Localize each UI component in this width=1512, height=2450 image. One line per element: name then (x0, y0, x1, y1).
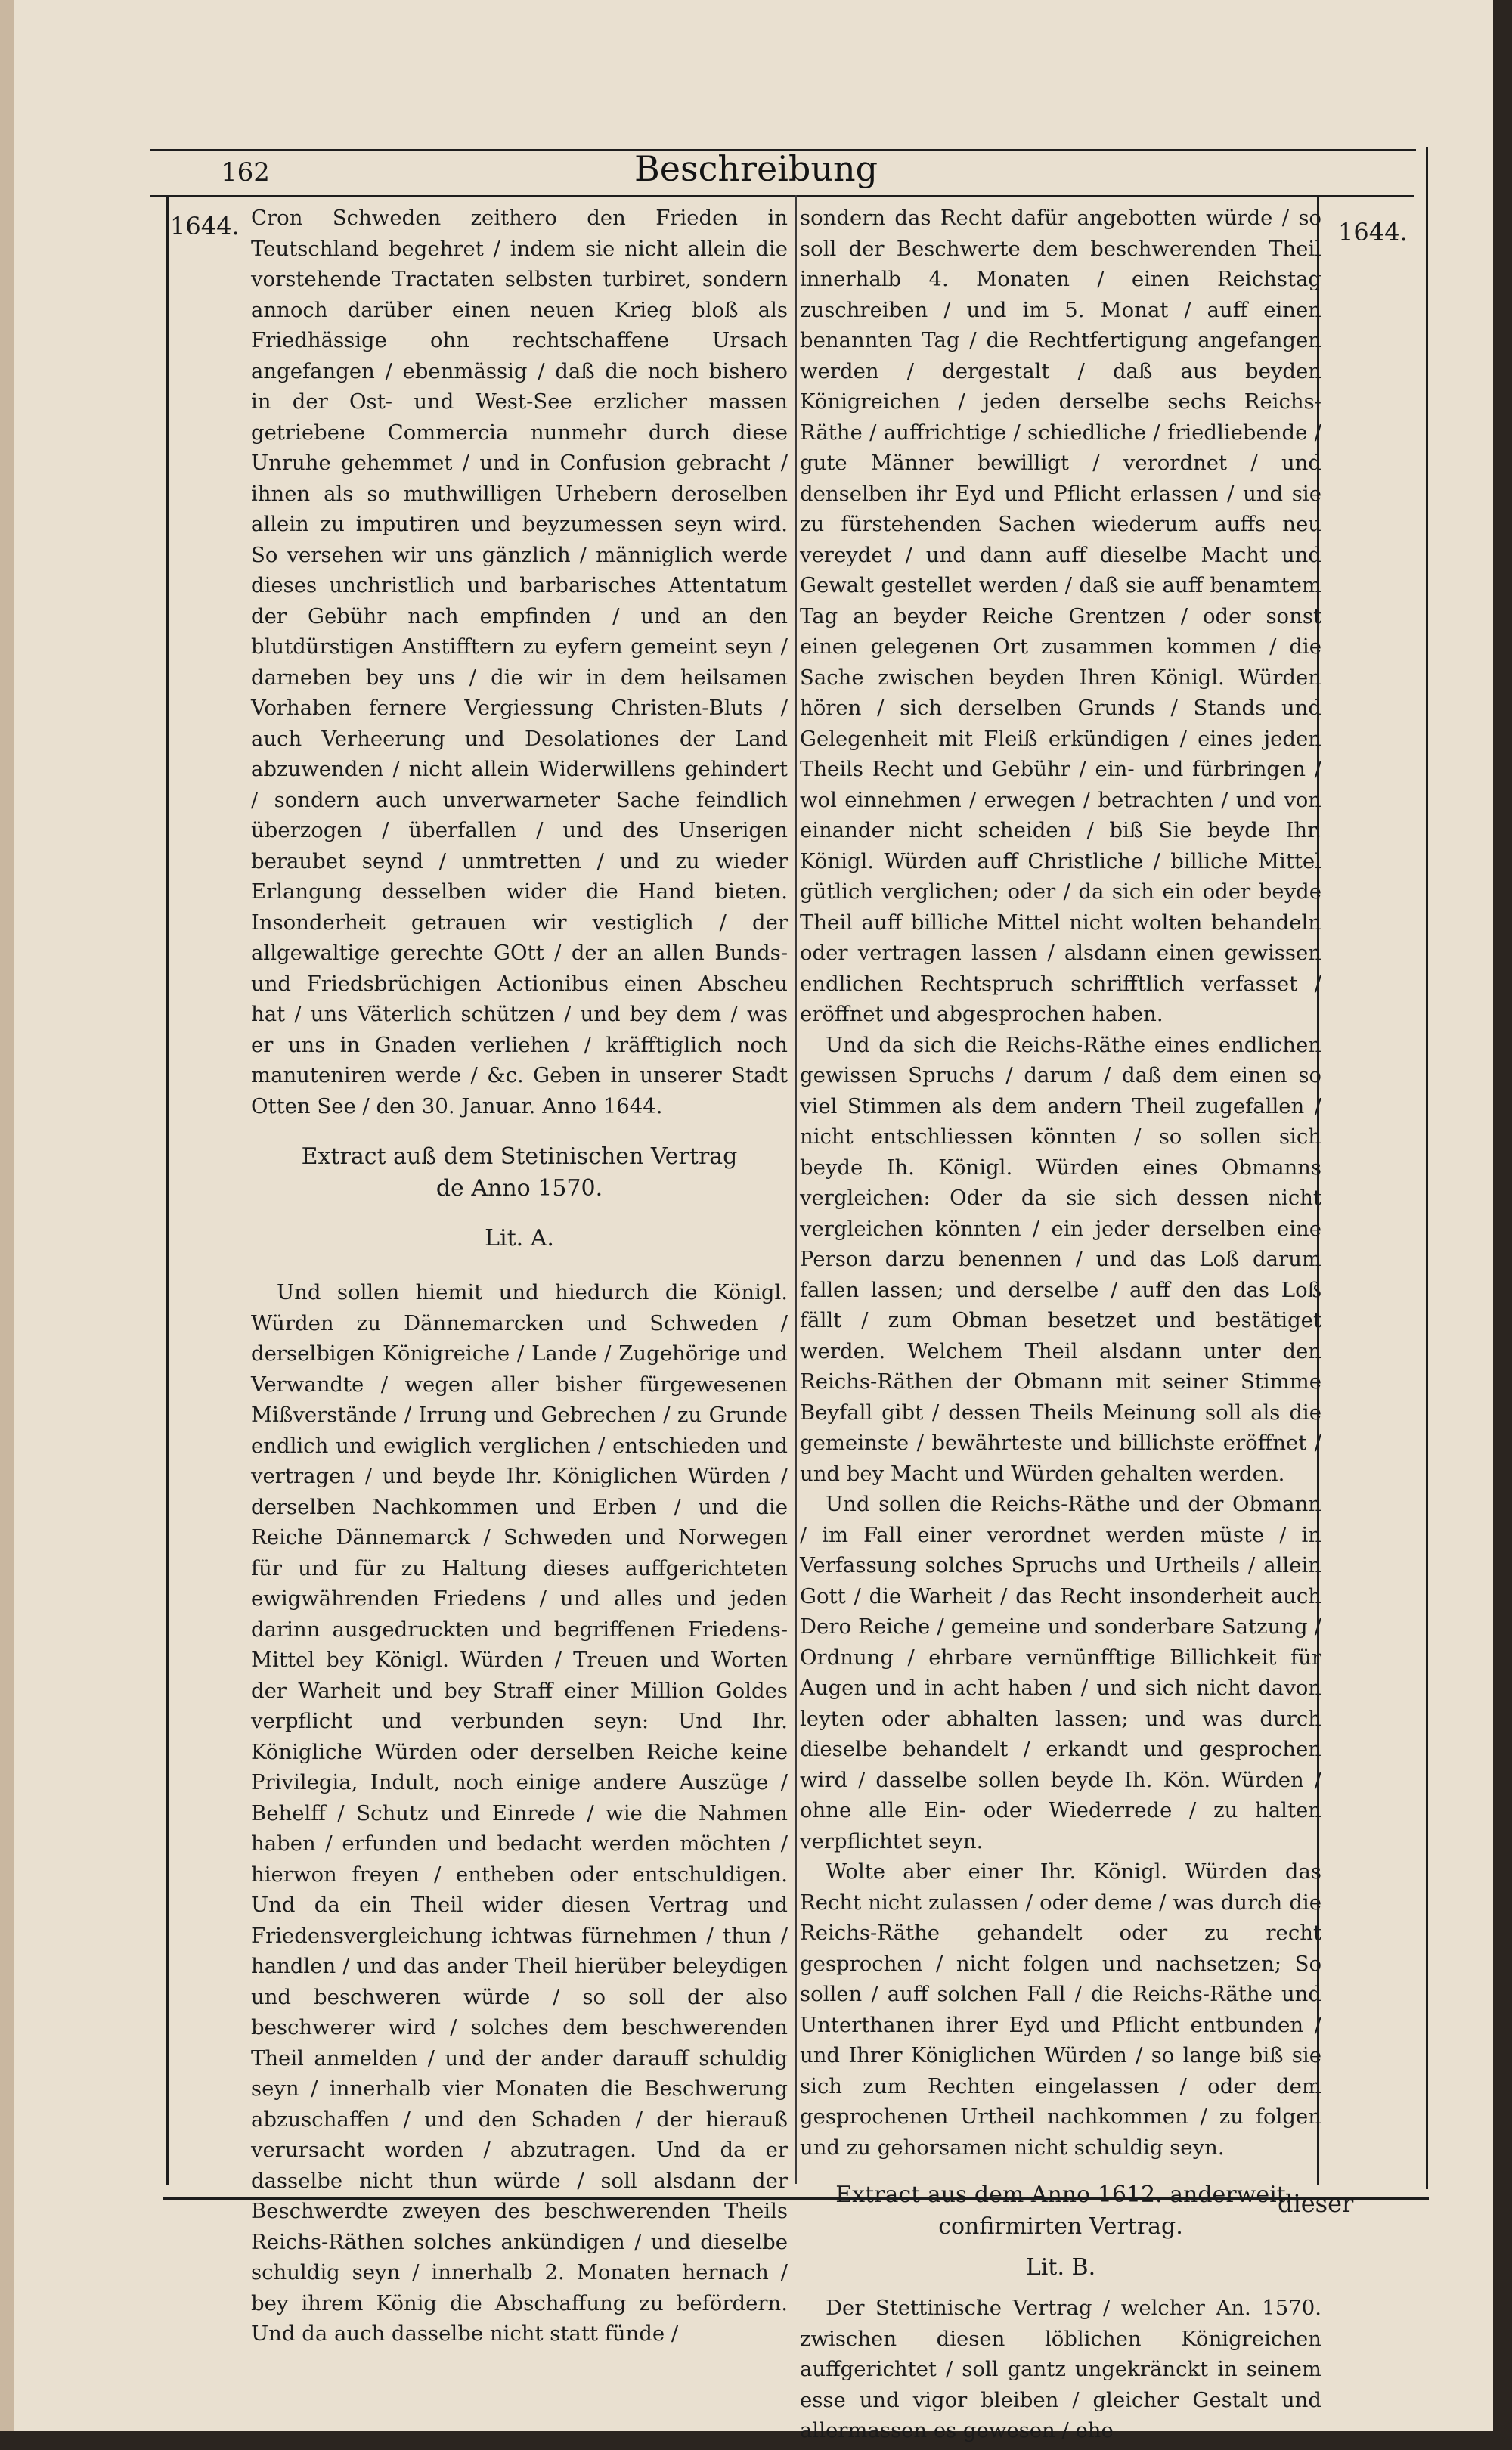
margin-year-right: 1644. (1338, 218, 1408, 247)
page-number: 162 (221, 157, 270, 188)
extract-heading-a-line1: Extract auß dem Stetinischen Vertrag (301, 1143, 738, 1170)
left-paragraph-2: Und sollen hiemit und hiedurch die Königl. Würden zu Dännemarcken und Schweden / derselbigen Königreiche / Lande / Zugehörige und Verwandte / wegen aller bisher fürgewesenen Mißverstände / Irrung und Gebrechen / zu Grunde endlich und ewiglich verglichen / entschieden und vertragen / und beyde Ihr. Königlichen Würden / derselben Nachkommen und Erben / und die Reiche Dännemarck / Schweden und Norwegen für und für zu Haltung dieses auffgerichteten ewigwährenden Friedens / und alles und jeden darinn ausgedruckten und begriffenen Friedens-Mittel bey Königl. Würden / Treuen und Worten der Warheit und bey Straff einer Million Goldes verpflicht und verbunden seyn: Und Ihr. Königliche Würden oder derselben Reiche keine Privilegia, Indult, noch einige andere Auszüge / Behelff / Schutz und Einrede / wie die Nahmen haben / erfunden und bedacht werden möchten / hierwon freyen / entheben oder entschuldigen. Und da ein Theil wider diesen Vertrag und Friedensvergleichung ichtwas fürnehmen / thun / handlen / und das ander Theil hierüber beleydigen und beschweren würde / so soll der also beschwerer wird / solches dem beschwerenden Theil anmelden / und der ander darauff schuldig seyn / innerhalb vier Monaten die Beschwerung abzuschaffen / und den Schaden / der hierauß verursacht worden / abzutragen. Und da er dasselbe nicht thun würde / soll alsdann der Beschwerdte zweyen des beschwerenden Theils Reichs-Räthen solches ankündigen / und dieselbe schuldig seyn / innerhalb 2. Monaten hernach / bey ihrem König die Abschaffung zu befördern. Und da auch dasselbe nicht statt fünde / (251, 1280, 788, 2346)
right-paragraph-1: sondern das Recht dafür angebotten würde / so soll der Beschwerte dem beschwerenden Theil innerhalb 4. Monaten / einen Reichstag zuschreiben / und im 5. Monat / auff einen benannten Tag / die Rechtfertigung angefangen werden / dergestalt / daß aus beyden Königreichen / jeden derselbe sechs Reichs-Räthe / auffrichtige / schiedliche / friedliebende / gute Männer bewilligt / verordnet / und denselben ihr Eyd und Pflicht erlassen / und sie zu fürstehenden Sachen wiederum auffs neu vereydet / und dann auff dieselbe Macht und Gewalt gestellet werden / daß sie auff benamtem Tag an beyder Reiche Grentzen / oder sonst einen gelegenen Ort zusammen kommen / die Sache zwischen beyden Ihren Königl. Würden hören / sich derselben Grunds / Stands und Gelegenheit mit Fleiß erkündigen / eines jeden Theils Recht und Gebühr / ein- und fürbringen / wol einnehmen / erwegen / betrachten / und von einander nicht scheiden / biß Sie beyde Ihr. Königl. Würden auff Christliche / billiche Mittel gütlich verglichen; oder / da sich ein oder beyde Theil auff billiche Mittel nicht wolten behandeln oder vertragen lassen / alsdann einen gewissen endlichen Rechtspruch schrifftlich verfasset / eröffnet und abgesprochen haben. (800, 206, 1321, 1026)
left-paragraph-1: Cron Schweden zeithero den Frieden in Teutschland begehret / indem sie nicht allein die vorstehende Tractaten selbsten turbiret, sondern annoch darüber einen neuen Krieg bloß als Friedhässige ohn rechtschaffene Ursach angefangen / ebenmässig / daß die noch bishero in der Ost- und West-See erzlicher massen getriebene Commercia nunmehr durch diese Unruhe gehemmet / und in Confusion gebracht / ihnen als so muthwilligen Urhebern deroselben allein zu imputiren und beyzumessen seyn wird. So versehen wir uns gänzlich / männiglich werde dieses unchristlich und barbarisches Attentatum der Gebühr nach empfinden / und an den blutdürstigen Anstifftern zu eyfern gemeint seyn / darneben bey uns / die wir in dem heilsamen Vorhaben fernere Vergiessung Christen-Bluts / auch Verheerung und Desolationes der Land abzuwenden / nicht allein Widerwillens gehindert / sondern auch unverwarneter Sache feindlich überzogen / überfallen / und des Unserigen beraubet seynd / unmtretten / und zu wieder Erlangung desselben wider die Hand bieten. Insonderheit getrauen wir vestiglich / der allgewaltige gerechte GOtt / der an allen Bunds- und Friedsbrüchigen Actionibus einen Abscheu hat / uns Väterlich schützen / und bey dem / was er uns in Gnaden verliehen / kräfftiglich noch manuteniren werde / &c. Geben in unserer Stadt Otten See / den 30. Januar. Anno 1644. (251, 206, 788, 1118)
running-title: Beschreibung (634, 148, 878, 189)
binding-gutter (0, 0, 14, 2431)
lit-a-label: Lit. A. (485, 1225, 554, 1251)
right-paragraph-4: Wolte aber einer Ihr. Königl. Würden das Recht nicht zulassen / oder deme / was durch die Reichs-Räthe gehandelt oder zu recht gesprochen / nicht folgen und nachsetzen; So sollen / auff solchen Fall / die Reichs-Räthe und Unterthanen ihrer Eyd und Pflicht entbunden / und Ihrer Königlichen Würden / so lange biß sie sich zum Rechten eingelassen / oder dem gesprochenen Urtheil nachkommen / zu folgen und zu gehorsamen nicht schuldig seyn. (800, 1859, 1321, 2160)
column-divider (795, 195, 797, 2184)
extract-heading-b: Extract aus dem Anno 1612. anderweit confirmirten Vertrag. (835, 2182, 1286, 2240)
outer-frame-rule (1426, 147, 1428, 2189)
margin-year-left: 1644. (170, 212, 240, 240)
catchword: dieser (1278, 2189, 1354, 2218)
left-column (251, 203, 788, 2346)
left-frame-rule (166, 195, 169, 2185)
right-paragraph-5: Der Stettinische Vertrag / welcher An. 1570. zwischen diesen löblichen Königreichen auffgerichtet / soll gantz ungekränckt in seinem esse und vigor bleiben / gleicher Gestalt und allermassen es gewesen / ehe (800, 2296, 1321, 2442)
extract-heading-a-line2: de Anno 1570. (435, 1175, 603, 1202)
right-paragraph-3: Und sollen die Reichs-Räthe und der Obmann / im Fall einer verordnet werden müste / in Verfassung solches Spruchs und Urtheils / allein Gott / die Warheit / das Recht insonderheit auch Dero Reiche / gemeine und sonderbare Satzung / Ordnung / ehrbare vernünfftige Billichkeit für Augen und in acht haben / und sich nicht davon leyten oder abhalten lassen; und was durch dieselbe behandelt / erkandt und gesprochen wird / dasselbe sollen beyde Ih. Kön. Würden / ohne alle Ein- oder Wiederrede / zu halten verpflichtet seyn. (800, 1492, 1321, 1853)
header-rule (150, 195, 1414, 197)
right-paragraph-2: Und da sich die Reichs-Räthe eines endlichen gewissen Spruchs / darum / daß dem einen so viel Stimmen als dem andern Theil zugefallen / nicht entschliessen könnten / so sollen sich beyde Ih. Königl. Würden eines Obmanns vergleichen: Oder da sie sich dessen nicht vergleichen könnten / ein jeder derselben eine Person darzu benennen / und das Loß darum fallen lassen; und derselbe / auff den das Loß fällt / zum Obman besetzet und bestätiget werden. Welchem Theil alsdann unter den Reichs-Räthen der Obmann mit seiner Stimme Beyfall gibt / dessen Theils Meinung soll als die gemeinste / bewährteste und billichste eröffnet / und bey Macht und Würden gehalten werden. (800, 1032, 1321, 1486)
lit-b-label: Lit. B. (1025, 2254, 1096, 2281)
